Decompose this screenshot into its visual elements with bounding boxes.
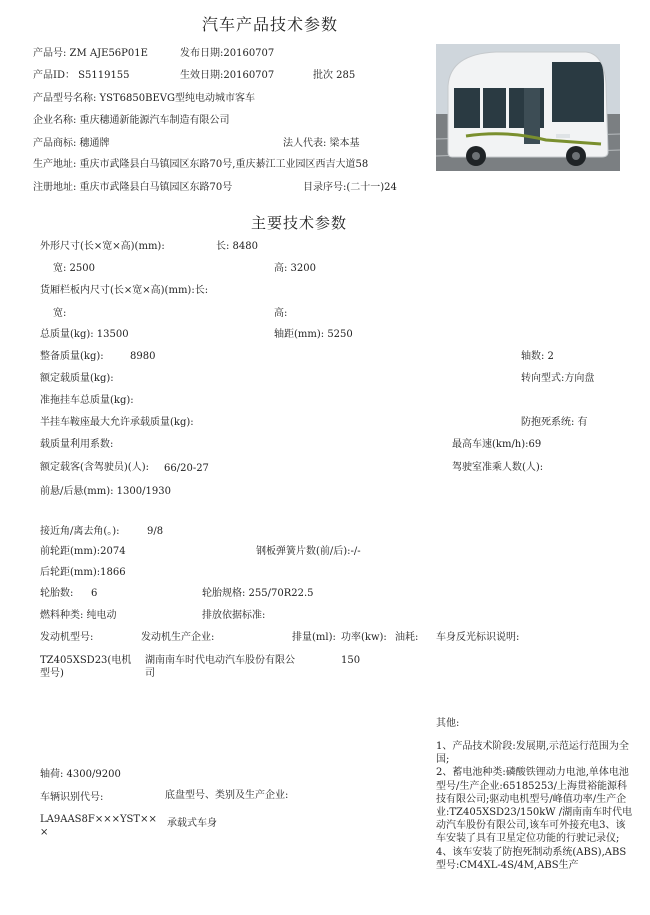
curb-mass-value: 8980 [130, 351, 156, 362]
chassis-label: 底盘型号、类别及生产企业: [165, 790, 289, 801]
legal-representative: 法人代表: 梁本基 [283, 138, 360, 149]
axle-count: 轴数: 2 [521, 351, 554, 362]
axle-load: 轴荷: 4300/9200 [40, 769, 121, 780]
release-date: 发布日期:20160707 [180, 48, 275, 59]
wheelbase: 轴距(mm): 5250 [274, 329, 353, 340]
load-utilization: 载质量利用系数: [40, 439, 114, 450]
batch-number: 批次 285 [313, 70, 356, 81]
body-type: 承载式车身 [167, 818, 217, 829]
height-value: 高: 3200 [274, 263, 316, 274]
catalog-number: 目录序号:(二十一)24 [303, 182, 397, 193]
other-notes: 1、产品技术阶段:发展期,示范运行范围为全国; 2、蓄电池种类:磷酸铁锂动力电池,单体电池型号/生产企业:65185253/上海贯裕能源科技有限公司;驱动电机型号/峰值功率/生产企业:TZ405XSD23/150kW /湖南南车时代电动汽车股份有限公司,该车可外接充电3、该车安装了具有卫星定位功能的行驶记录仪; 4、该车安装了防抱死制动系统(ABS),ABS型号:CM4XL-4S/4M,ABS生产 [436, 741, 633, 871]
company-name: 企业名称: 重庆穗通新能源汽车制造有限公司 [33, 115, 230, 126]
engine-maker-header: 发动机生产企业: [141, 632, 215, 643]
section-title: 主要技术参数 [251, 214, 348, 232]
passengers-value: 66/20-27 [164, 463, 209, 474]
power-value: 150 [341, 655, 361, 666]
steering-type: 转向型式:方向盘 [521, 373, 595, 384]
length-value: 长: 8480 [216, 241, 258, 252]
tire-count-value: 6 [91, 588, 98, 599]
vehicle-photo [436, 44, 620, 171]
production-address: 生产地址: 重庆市武隆县白马镇园区东路70号,重庆綦江工业园区西吉大道58 [33, 159, 369, 170]
vin-label: 车辆识别代号: [40, 792, 104, 803]
passengers-label: 额定载客(含驾驶员)(人): [40, 462, 149, 473]
width-value: 宽: 2500 [53, 263, 95, 274]
registered-address: 注册地址: 重庆市武隆县白马镇园区东路70号 [33, 182, 233, 193]
overhang: 前悬/后悬(mm): 1300/1930 [40, 486, 171, 497]
approach-departure-label: 接近角/离去角(。): [40, 526, 120, 537]
other-label: 其他: [436, 718, 460, 729]
power-header: 功率(kw): [341, 632, 387, 643]
fuel-consumption-header: 油耗: [395, 632, 419, 643]
product-number: 产品号: ZM AJE56P01E [33, 48, 148, 59]
max-speed: 最高车速(km/h):69 [452, 439, 542, 450]
curb-mass-label: 整备质量(kg): [40, 351, 104, 362]
leaf-spring-count: 钢板弹簧片数(前/后):-/- [256, 546, 361, 557]
brand: 产品商标: 穗通牌 [33, 138, 110, 149]
dimensions-label: 外形尺寸(长×宽×高)(mm): [40, 241, 165, 252]
fuel-type: 燃料种类: 纯电动 [40, 610, 117, 621]
engine-model-header: 发动机型号: [40, 632, 94, 643]
rear-track: 后轮距(mm):1866 [40, 567, 126, 578]
engine-model-value: TZ405XSD23(电机型号) [40, 655, 132, 679]
displacement-header: 排量(ml): [292, 632, 336, 643]
rated-load-mass: 额定载质量(kg): [40, 373, 114, 384]
abs-system: 防抱死系统: 有 [521, 417, 588, 428]
vin-value: LA9AAS8F×××YST××× [40, 814, 157, 838]
model-name: 产品型号名称: YST6850BEVG型纯电动城市客车 [33, 93, 255, 104]
cargo-height: 高: [274, 308, 288, 319]
cargo-dimensions-label: 货厢栏板内尺寸(长×宽×高)(mm):长: [40, 285, 209, 296]
cab-passengers: 驾驶室准乘人数(人): [452, 462, 544, 473]
front-track: 前轮距(mm):2074 [40, 546, 126, 557]
engine-maker-value: 湖南南车时代电动汽车股份有限公司 [145, 655, 295, 679]
tire-count-label: 轮胎数: [40, 588, 74, 599]
tire-spec: 轮胎规格: 255/70R22.5 [202, 588, 314, 599]
approach-departure-value: 9/8 [147, 526, 164, 537]
total-mass: 总质量(kg): 13500 [40, 329, 129, 340]
semi-trailer-saddle: 半挂车鞍座最大允许承载质量(kg): [40, 417, 194, 428]
cargo-width: 宽: [53, 308, 67, 319]
document-title: 汽车产品技术参数 [202, 15, 339, 34]
reflective-marking-label: 车身反光标识说明: [436, 632, 520, 643]
trailer-mass: 准拖挂车总质量(kg): [40, 395, 134, 406]
effective-date: 生效日期:20160707 [180, 70, 275, 81]
product-id: 产品ID： S5119155 [33, 70, 130, 81]
emission-standard: 排放依据标准: [202, 610, 266, 621]
